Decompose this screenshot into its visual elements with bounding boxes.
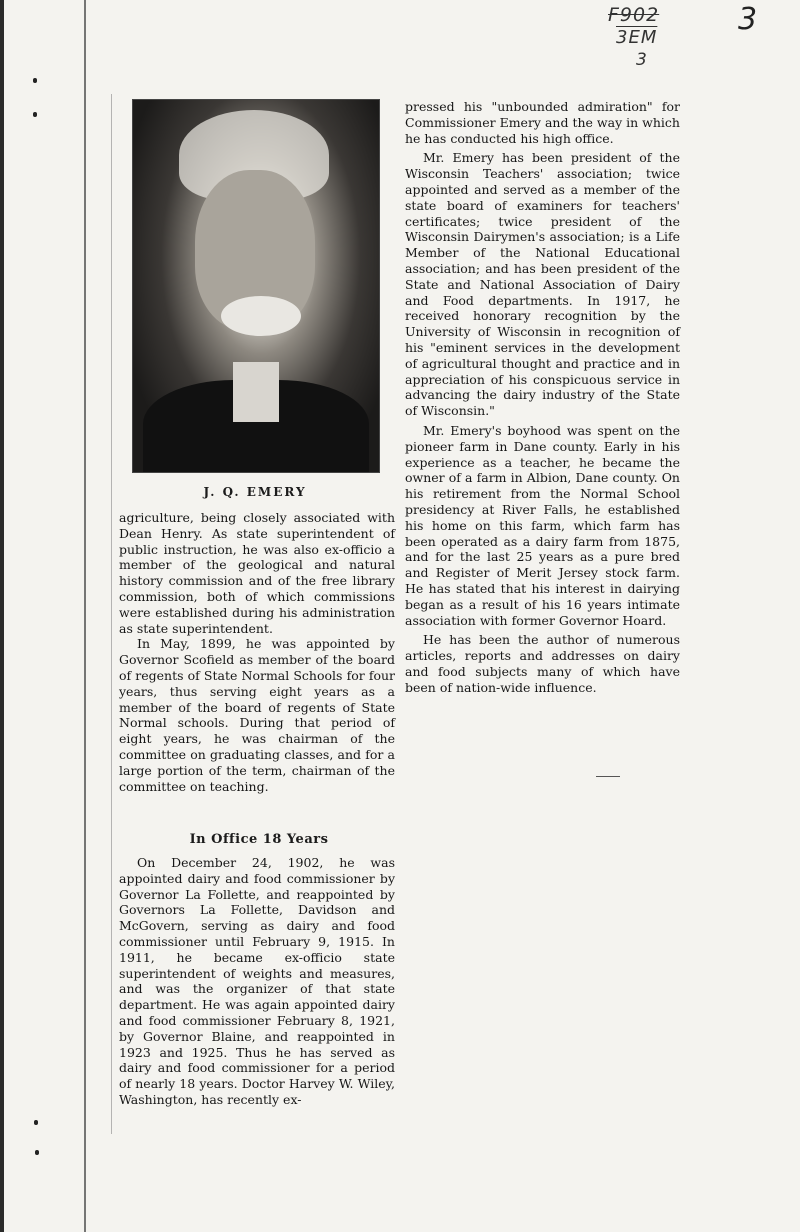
column-right xyxy=(405,99,680,695)
punch-mark xyxy=(34,1120,38,1125)
page-edge xyxy=(0,0,4,1232)
paragraph: Mr. Emery has been president of the Wisconsin Teachers' association; twice appointed and served as a member of the state board of examiners for teachers' certificates; twice president of the Wisconsin Dairymen's association; is a Life Member of the National Educational association; and has been president of the State and National Association of Dairy and Food departments. In 1917, he received honorary recognition by the University of Wisconsin in recognition of his "eminent services in the development of agricultural thought and practice and in appreciation of his conspicuous service in advancing the dairy industry of the State of Wisconsin." xyxy=(405,150,680,419)
paragraph: On December 24, 1902, he was appointed dairy and food commissioner by Governor La Follette, and reappointed by Governors La Follette, Davidson and McGovern, serving as dairy and food commissioner until February 9, 1915. In 1911, he became ex-officio state superintendent of weights and measures, and was the organizer of that state department. He was again appointed dairy and food commissioner February 8, 1921, by Governor Blaine, and reappointed in 1923 and 1925. Thus he has served as dairy and food commissioner for a period of nearly 18 years. Doctor Harvey W. Wiley, Washington, has recently ex- xyxy=(119,855,395,1107)
paragraph: pressed his "unbounded admiration" for Commissioner Emery and the way in which he has conducted his high office. xyxy=(405,99,680,146)
catalog-mark-line3: 3 xyxy=(636,50,648,70)
column-left-upper xyxy=(119,510,395,794)
punch-mark xyxy=(33,78,37,83)
end-rule xyxy=(596,776,620,777)
paragraph: He has been the author of numerous articles, reports and addresses on dairy and food subjects many of which have been of nation-wide influence. xyxy=(405,632,680,695)
punch-mark xyxy=(35,1150,39,1155)
fold-line xyxy=(84,0,86,1232)
catalog-mark-line1: F902 xyxy=(608,4,660,26)
paragraph: agriculture, being closely associated with Dean Henry. As state superintendent of public instruction, he was also ex-officio a member of the geological and natural history commission and of the free library commission, both of which commissions were established during his administration as state superintendent. xyxy=(119,510,395,636)
column-left-lower xyxy=(119,855,395,1108)
portrait-mustache xyxy=(221,296,301,336)
photo-caption: J. Q. EMERY xyxy=(203,485,307,499)
section-subhead: In Office 18 Years xyxy=(189,832,329,847)
paragraph: In May, 1899, he was appointed by Governor Scofield as member of the board of regents of State Normal Schools for four years, thus serving eight years as a member of the board of regents of State Normal schools. During that period of eight years, he was chairman of the committee on graduating classes, and for a large portion of the term, chairman of the committee on teaching. xyxy=(119,636,395,794)
catalog-mark-line2: 3EM xyxy=(616,27,658,48)
portrait-collar xyxy=(233,362,279,422)
punch-mark xyxy=(33,112,37,117)
page-number: 3 xyxy=(738,2,758,37)
paragraph: Mr. Emery's boyhood was spent on the pioneer farm in Dane county. Early in his experience as a teacher, he became the owner of a farm in Albion, Dane county. On his retirement from the Normal School presidency at River Falls, he established his home on this farm, which farm has been operated as a dairy farm from 1875, and for the last 25 years as a pure bred and Register of Merit Jersey stock farm. He has stated that his interest in dairying began as a result of his 16 years intimate association with former Governor Hoard. xyxy=(405,422,680,628)
portrait-photo xyxy=(132,99,380,473)
